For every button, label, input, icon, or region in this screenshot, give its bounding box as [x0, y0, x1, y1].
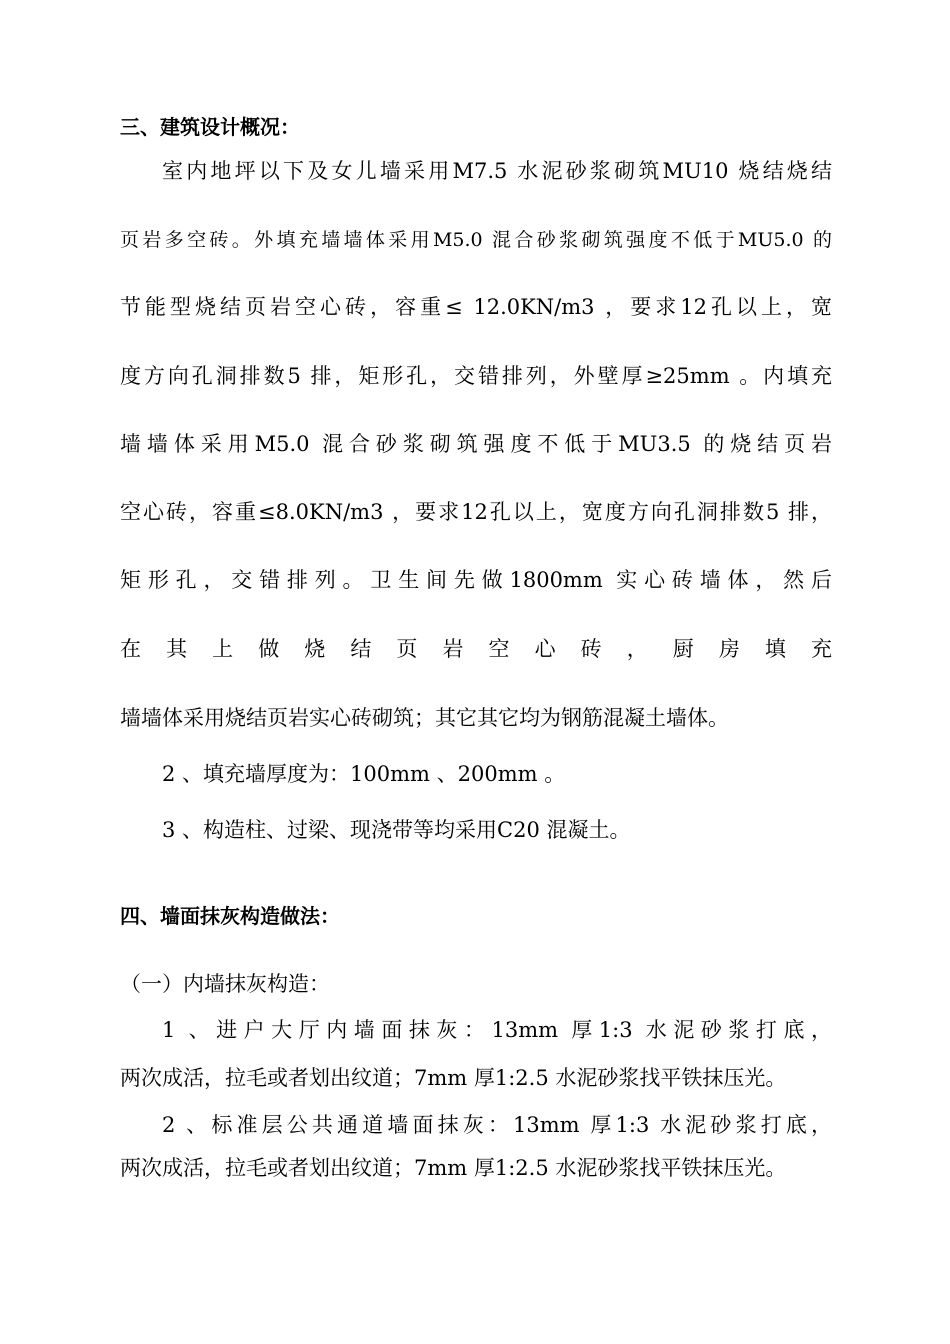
section-4-item-1-line-1: 1 、进户大厅内墙面抹灰：13mm 厚1:3 水泥砂浆打底， — [162, 1018, 832, 1042]
section-3-paragraph-line-2: 页岩多空砖。外填充墙墙体采用M5.0 混合砂浆砌筑强度不低于MU5.0 的 — [120, 229, 832, 251]
section-3-paragraph-line-1: 室内地坪以下及女儿墙采用M7.5 水泥砂浆砌筑MU10 烧结烧结 — [162, 159, 832, 183]
section-3-paragraph-line-6: 空心砖，容重≤8.0KN/m3 ，要求12孔以上，宽度方向孔洞排数5 排， — [120, 500, 832, 524]
section-4-item-2-line-2: 两次成活，拉毛或者划出纹道；7mm 厚1:2.5 水泥砂浆找平铁抹压光。 — [120, 1156, 787, 1180]
section-3-paragraph-line-4: 度方向孔洞排数5 排，矩形孔，交错排列，外壁厚≥25mm 。内填充 — [120, 364, 832, 388]
section-3-paragraph-line-9: 墙墙体采用烧结页岩实心砖砌筑；其它其它均为钢筋混凝土墙体。 — [120, 706, 729, 730]
section-3-item-3: 3 、构造柱、过梁、现浇带等均采用C20 混凝土。 — [162, 818, 631, 842]
section-4-subheading-1: （一）内墙抹灰构造： — [120, 972, 330, 996]
section-3-item-2: 2 、填充墙厚度为：100mm 、200mm 。 — [162, 762, 566, 786]
section-4-item-1-line-2: 两次成活，拉毛或者划出纹道；7mm 厚1:2.5 水泥砂浆找平铁抹压光。 — [120, 1066, 787, 1090]
section-3-heading: 三、建筑设计概况： — [120, 115, 300, 139]
section-3-paragraph-line-3: 节能型烧结页岩空心砖，容重≤ 12.0KN/m3 ，要求12孔以上，宽 — [120, 295, 832, 319]
section-3-paragraph-line-5: 墙墙体采用M5.0 混合砂浆砌筑强度不低于MU3.5 的烧结页岩 — [120, 432, 832, 456]
section-3-paragraph-line-8: 在其上做烧结页岩空心砖，厨房填充 — [120, 637, 832, 661]
section-4-item-2-line-1: 2 、标准层公共通道墙面抹灰：13mm 厚1:3 水泥砂浆打底， — [162, 1113, 832, 1137]
section-3-paragraph-line-7: 矩形孔，交错排列。卫生间先做1800mm 实心砖墙体，然后 — [120, 568, 832, 592]
section-4-heading: 四、墙面抹灰构造做法： — [120, 904, 340, 928]
